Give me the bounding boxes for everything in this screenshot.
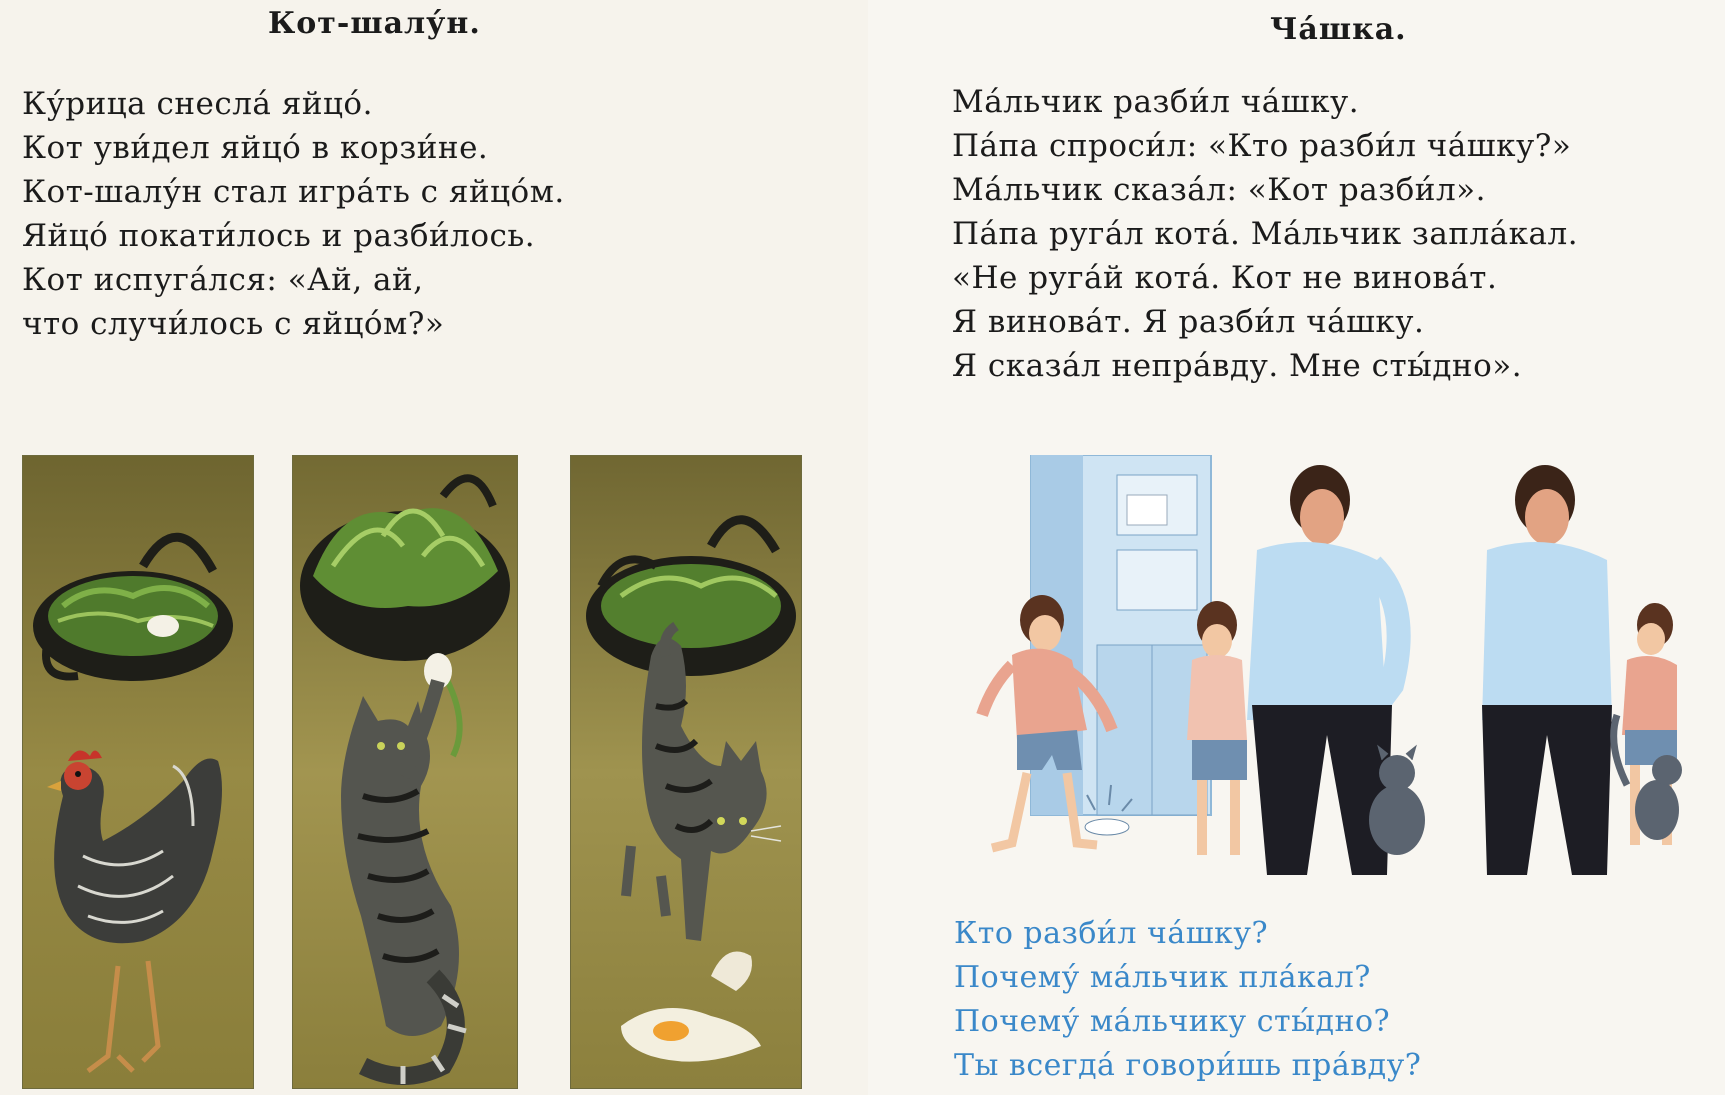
father-standing-icon — [1482, 465, 1612, 875]
question-line: Почему́ ма́льчику сты́дно? — [954, 1004, 1391, 1039]
text-line: Кот уви́дел яйцо́ в корзи́не. — [22, 130, 489, 166]
text-line: Я сказа́л непра́вду. Мне сты́дно». — [952, 348, 1523, 384]
cat-egg-illustration — [293, 456, 517, 1088]
right-page — [868, 0, 1725, 1095]
story-title-chashka: Ча́шка. — [1270, 12, 1407, 47]
question-line: Ты всегда́ говори́шь пра́вду? — [954, 1048, 1422, 1083]
text-line: что случи́лось с яйцо́м?» — [22, 306, 445, 342]
text-line: Яйцо́ покати́лось и разби́лось. — [22, 218, 536, 254]
text-line: Ку́рица снесла́ яйцо́. — [22, 86, 373, 122]
story-questions — [954, 912, 1421, 1088]
story-text-chashka — [952, 80, 1578, 388]
father-boy-scene — [967, 455, 1705, 883]
panel-hen-basket — [22, 455, 254, 1089]
question-line: Кто разби́л ча́шку? — [954, 916, 1269, 951]
broken-egg-illustration — [571, 456, 801, 1088]
panel-cat-broken-egg — [570, 455, 802, 1089]
hen-basket-illustration — [23, 456, 253, 1088]
text-line: Па́па руга́л кота́. Ма́льчик запла́кал. — [952, 216, 1579, 252]
egg-icon — [147, 615, 179, 637]
father-boy-cat-illustration — [967, 455, 1705, 883]
text-line: «Не руга́й кота́. Кот не винова́т. — [952, 260, 1498, 296]
text-line: Кот испуга́лся: «Ай, ай, — [22, 262, 424, 298]
text-line: Ма́льчик сказа́л: «Кот разби́л». — [952, 172, 1486, 208]
story-title-kot-shalun: Кот-шалу́н. — [268, 6, 481, 41]
panel-cat-grabbing-egg — [292, 455, 518, 1089]
question-line: Почему́ ма́льчик пла́кал? — [954, 960, 1371, 995]
text-line: Ма́льчик разби́л ча́шку. — [952, 84, 1360, 120]
text-line: Я винова́т. Я разби́л ча́шку. — [952, 304, 1425, 340]
text-line: Кот-шалу́н стал игра́ть с яйцо́м. — [22, 174, 565, 210]
text-line: Па́па спроси́л: «Кто разби́л ча́шку?» — [952, 128, 1572, 164]
story-text-kot-shalun — [22, 82, 565, 346]
